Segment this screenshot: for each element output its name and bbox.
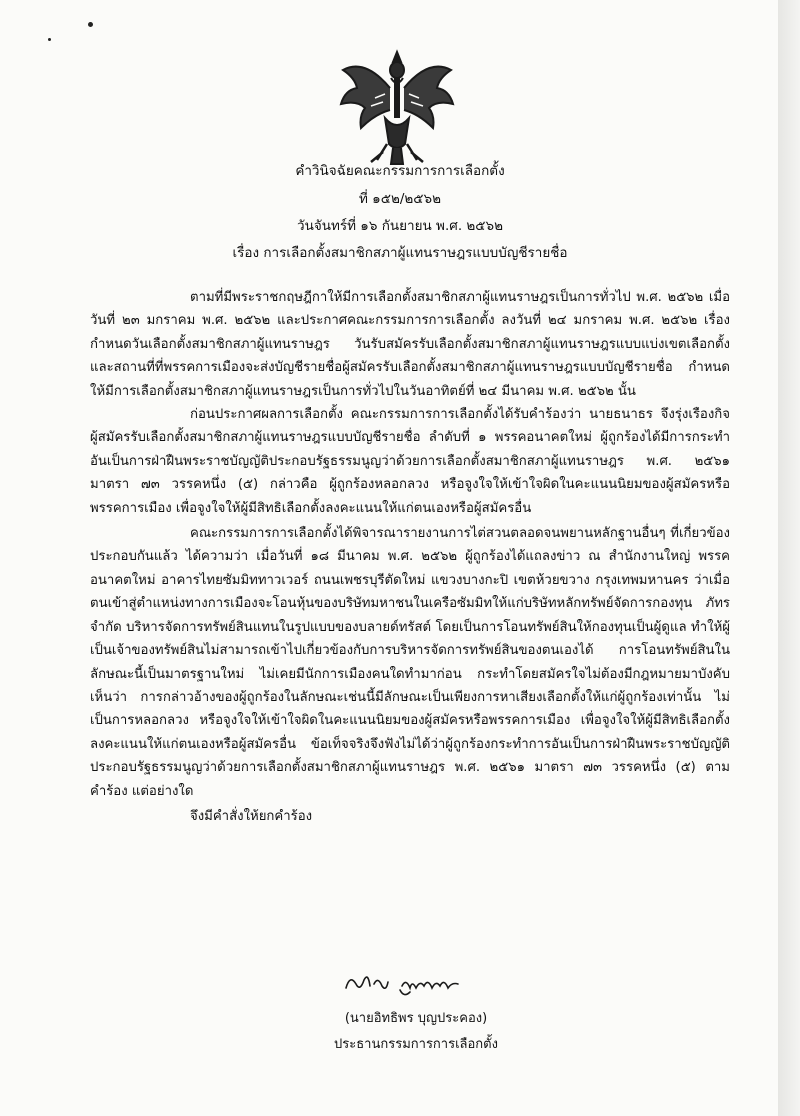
- ruling-subject: เรื่อง การเลือกตั้งสมาชิกสภาผู้แทนราษฎรแบบบัญชีรายชื่อ: [232, 245, 568, 261]
- signatory-name: (นายอิทธิพร บุญประคอง): [344, 1011, 488, 1026]
- ruling-date: วันจันทร์ที่ ๑๖ กันยายน พ.ศ. ๒๕๖๒: [297, 218, 503, 234]
- paragraph-complaint: ก่อนประกาศผลการเลือกตั้ง คณะกรรมการการเลือกตั้งได้รับคำร้องว่า นายธนาธร จึงรุ่งเรืองกิจ ผู้สมัครรับเลือกตั้งสมาชิกสภาผู้แทนราษฎรแบบบัญชีรายชื่อ ลำดับที่ ๑ พรรคอนาคตใหม่ ผู้ถูกร้องได้มีการกระทำอันเป็นการฝ่าฝืนพระราชบัญญัติประกอบรัฐธรรมนูญว่าด้วยการเลือกตั้งสมาชิกสภาผู้แทนราษฎร พ.ศ. ๒๕๖๑ มาตรา ๗๓ วรรคหนึ่ง (๕) กล่าวคือ ผู้ถูกร้องหลอกลวง หรือจูงใจให้เข้าใจผิดในคะแนนนิยมของผู้สมัครหรือพรรคการเมือง เพื่อจูงใจให้ผู้มีสิทธิเลือกตั้งลงคะแนนให้แก่ตนเองหรือผู้สมัครอื่น: [90, 407, 730, 516]
- ink-speck: [88, 22, 93, 27]
- paragraph-order: จึงมีคำสั่งให้ยกคำร้อง: [190, 808, 313, 824]
- signatory-position: ประธานกรรมการการเลือกตั้ง: [334, 1037, 498, 1052]
- ink-speck: [48, 38, 51, 41]
- ruling-number: ที่ ๑๕๒/๒๕๖๒: [358, 191, 441, 207]
- page-edge: [778, 0, 800, 1116]
- ruling-body: [90, 286, 730, 828]
- ruling-title: คำวินิจฉัยคณะกรรมการการเลือกตั้ง: [295, 163, 505, 179]
- garuda-emblem: [335, 48, 459, 166]
- handwritten-signature: [340, 966, 470, 1000]
- paragraph-background: ตามที่มีพระราชกฤษฎีกาให้มีการเลือกตั้งสมาชิกสภาผู้แทนราษฎรเป็นการทั่วไป พ.ศ. ๒๕๖๒ เมื่อวันที่ ๒๓ มกราคม พ.ศ. ๒๕๖๒ และประกาศคณะกรรมการการเลือกตั้ง ลงวันที่ ๒๔ มกราคม พ.ศ. ๒๕๖๒ เรื่อง กำหนดวันเลือกตั้งสมาชิกสภาผู้แทนราษฎร วันรับสมัครรับเลือกตั้งสมาชิกสภาผู้แทนราษฎรแบบแบ่งเขตเลือกตั้ง และสถานที่ที่พรรคการเมืองจะส่งบัญชีรายชื่อผู้สมัครรับเลือกตั้งสมาชิกสภาผู้แทนราษฎรแบบบัญชีรายชื่อ กำหนดให้มีการเลือกตั้งสมาชิกสภาผู้แทนราษฎรเป็นการทั่วไปในวันอาทิตย์ที่ ๒๔ มีนาคม พ.ศ. ๒๕๖๒ นั้น: [90, 290, 730, 399]
- paragraph-findings: คณะกรรมการการเลือกตั้งได้พิจารณารายงานการไต่สวนตลอดจนพยานหลักฐานอื่นๆ ที่เกี่ยวข้องประกอบกันแล้ว ได้ความว่า เมื่อวันที่ ๑๘ มีนาคม พ.ศ. ๒๕๖๒ ผู้ถูกร้องได้แถลงข่าว ณ สำนักงานใหญ่ พรรคอนาคตใหม่ อาคารไทยซัมมิททาวเวอร์ ถนนเพชรบุรีตัดใหม่ แขวงบางกะปิ เขตห้วยขวาง กรุงเทพมหานคร ว่าเมื่อตนเข้าสู่ตำแหน่งทางการเมืองจะโอนหุ้นของบริษัทมหาชนในเครือซัมมิทให้แก่บริษัทหลักทรัพย์จัดการกองทุน ภัทร จำกัด บริหารจัดการทรัพย์สินแทนในรูปแบบของบลายด์ทรัสต์ โดยเป็นการโอนทรัพย์สินให้กองทุนเป็นผู้ดูแล ทำให้ผู้เป็นเจ้าของทรัพย์สินไม่สามารถเข้าไปเกี่ยวข้องกับการบริหารจัดการทรัพย์สินของตนเองได้ การโอนทรัพย์สินในลักษณะนี้เป็นมาตรฐานใหม่ ไม่เคยมีนักการเมืองคนใดทำมาก่อน กระทำโดยสมัครใจไม่ต้องมีกฎหมายมาบังคับ เห็นว่า การกล่าวอ้างของผู้ถูกร้องในลักษณะเช่นนี้มีลักษณะเป็นเพียงการหาเสียงเลือกตั้งให้แก่ผู้ถูกร้องเท่านั้น ไม่เป็นการหลอกลวง หรือจูงใจให้เข้าใจผิดในคะแนนนิยมของผู้สมัครหรือพรรคการเมือง เพื่อจูงใจให้ผู้มีสิทธิเลือกตั้งลงคะแนนให้แก่ตนเองหรือผู้สมัครอื่น ข้อเท็จจริงจึงฟังไม่ได้ว่าผู้ถูกร้องกระทำการอันเป็นการฝ่าฝืนพระราชบัญญัติประกอบรัฐธรรมนูญว่าด้วยการเลือกตั้งสมาชิกสภาผู้แทนราษฎร พ.ศ. ๒๕๖๑ มาตรา ๗๓ วรรคหนึ่ง (๕) ตามคำร้อง แต่อย่างใด: [90, 526, 730, 799]
